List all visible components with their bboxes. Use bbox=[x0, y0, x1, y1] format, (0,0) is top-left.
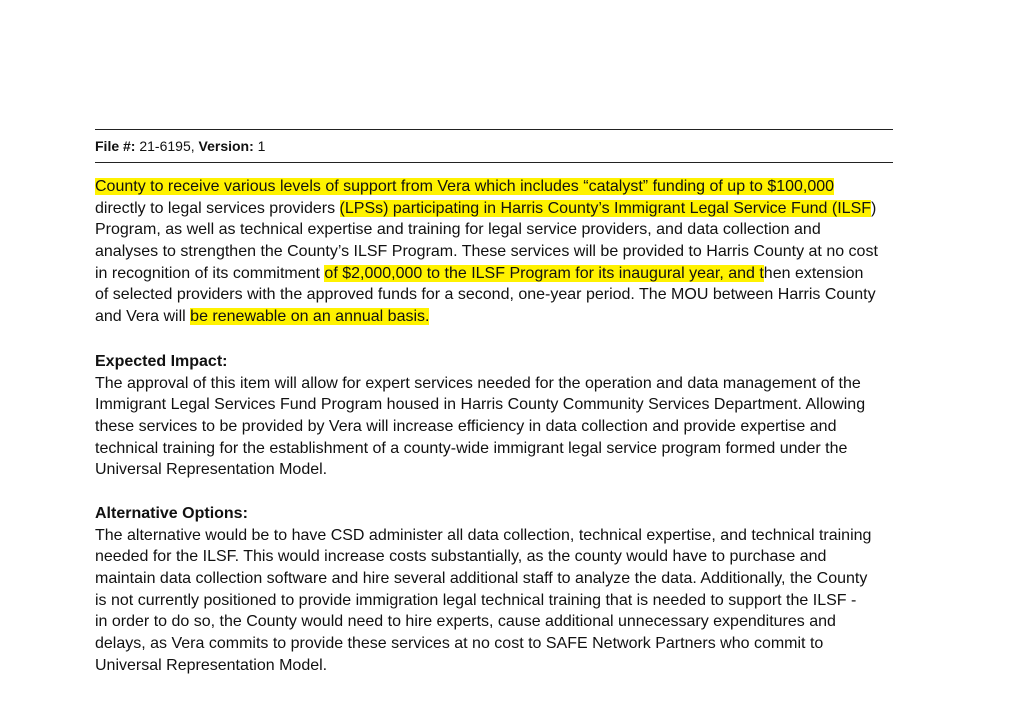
impact-line: Universal Representation Model. bbox=[95, 461, 328, 479]
impact-line: technical training for the establishment of a county-wide immigrant legal service program formed under the bbox=[95, 439, 848, 457]
alternatives-line: The alternative would be to have CSD administer all data collection, technical expertise, and technical training bbox=[95, 526, 872, 544]
intro-line-1 bbox=[95, 176, 915, 198]
header-bottom-rule bbox=[95, 162, 893, 163]
alternatives-line: delays, as Vera commits to provide these services at no cost to SAFE Network Partners who commit to bbox=[95, 635, 824, 653]
intro-line-4: analyses to strengthen the County’s ILSF Program. These services will be provided to Harris County at no cost bbox=[95, 243, 878, 261]
intro-line-7 bbox=[95, 306, 915, 328]
highlight-renewable: be renewable on an annual basis. bbox=[190, 308, 430, 326]
expected-impact-section bbox=[95, 351, 915, 481]
intro-line-2 bbox=[95, 198, 915, 220]
impact-line: The approval of this item will allow for expert services needed for the operation and data management of the bbox=[95, 374, 861, 392]
intro-line-2-tail: ) bbox=[871, 199, 877, 217]
intro-line-7-text: and Vera will bbox=[95, 308, 191, 326]
intro-line-6: of selected providers with the approved funds for a second, one-year period. The MOU between Harris County bbox=[95, 286, 876, 304]
alternative-options-section bbox=[95, 503, 915, 677]
intro-paragraph bbox=[95, 176, 915, 328]
highlight-catalyst-funding: County to receive various levels of support from Vera which includes “catalyst” funding of up to $100,000 bbox=[95, 178, 835, 195]
file-number-value: 21-6195, bbox=[135, 138, 199, 154]
intro-line-5-text: in recognition of its commitment bbox=[95, 264, 325, 282]
alternatives-line: in order to do so, the County would need to hire experts, cause additional unnecessary expenditures and bbox=[95, 613, 836, 631]
alternative-options-heading: Alternative Options: bbox=[95, 505, 248, 522]
expected-impact-heading: Expected Impact: bbox=[95, 353, 228, 370]
header-top-rule bbox=[95, 129, 893, 130]
intro-line-5-tail: hen extension bbox=[763, 264, 864, 282]
highlight-ilsf-participants: (LPSs) participating in Harris County’s Immigrant Legal Service Fund (ILSF bbox=[339, 199, 872, 217]
impact-line: Immigrant Legal Services Fund Program housed in Harris County Community Services Department. Allowing bbox=[95, 396, 866, 414]
intro-line-3: Program, as well as technical expertise and training for legal service providers, and data collection and bbox=[95, 221, 821, 239]
version-value: 1 bbox=[253, 138, 266, 154]
version-label: Version: bbox=[198, 138, 254, 154]
alternatives-line: needed for the ILSF. This would increase costs substantially, as the county would have to purchase and bbox=[95, 548, 827, 566]
alternatives-line: maintain data collection software and hire several additional staff to analyze the data. Additionally, the County bbox=[95, 570, 868, 588]
impact-line: these services to be provided by Vera will increase efficiency in data collection and provide expertise and bbox=[95, 418, 837, 436]
highlight-inaugural-funding: of $2,000,000 to the ILSF Program for its inaugural year, and t bbox=[324, 264, 764, 282]
intro-line-5 bbox=[95, 263, 915, 285]
file-number-label: File #: bbox=[95, 138, 136, 154]
alternatives-line: is not currently positioned to provide immigration legal technical training that is needed to support the ILSF - bbox=[95, 591, 857, 609]
alternatives-line: Universal Representation Model. bbox=[95, 656, 328, 674]
intro-line-2-text: directly to legal services providers bbox=[95, 199, 340, 217]
file-header bbox=[95, 138, 265, 154]
